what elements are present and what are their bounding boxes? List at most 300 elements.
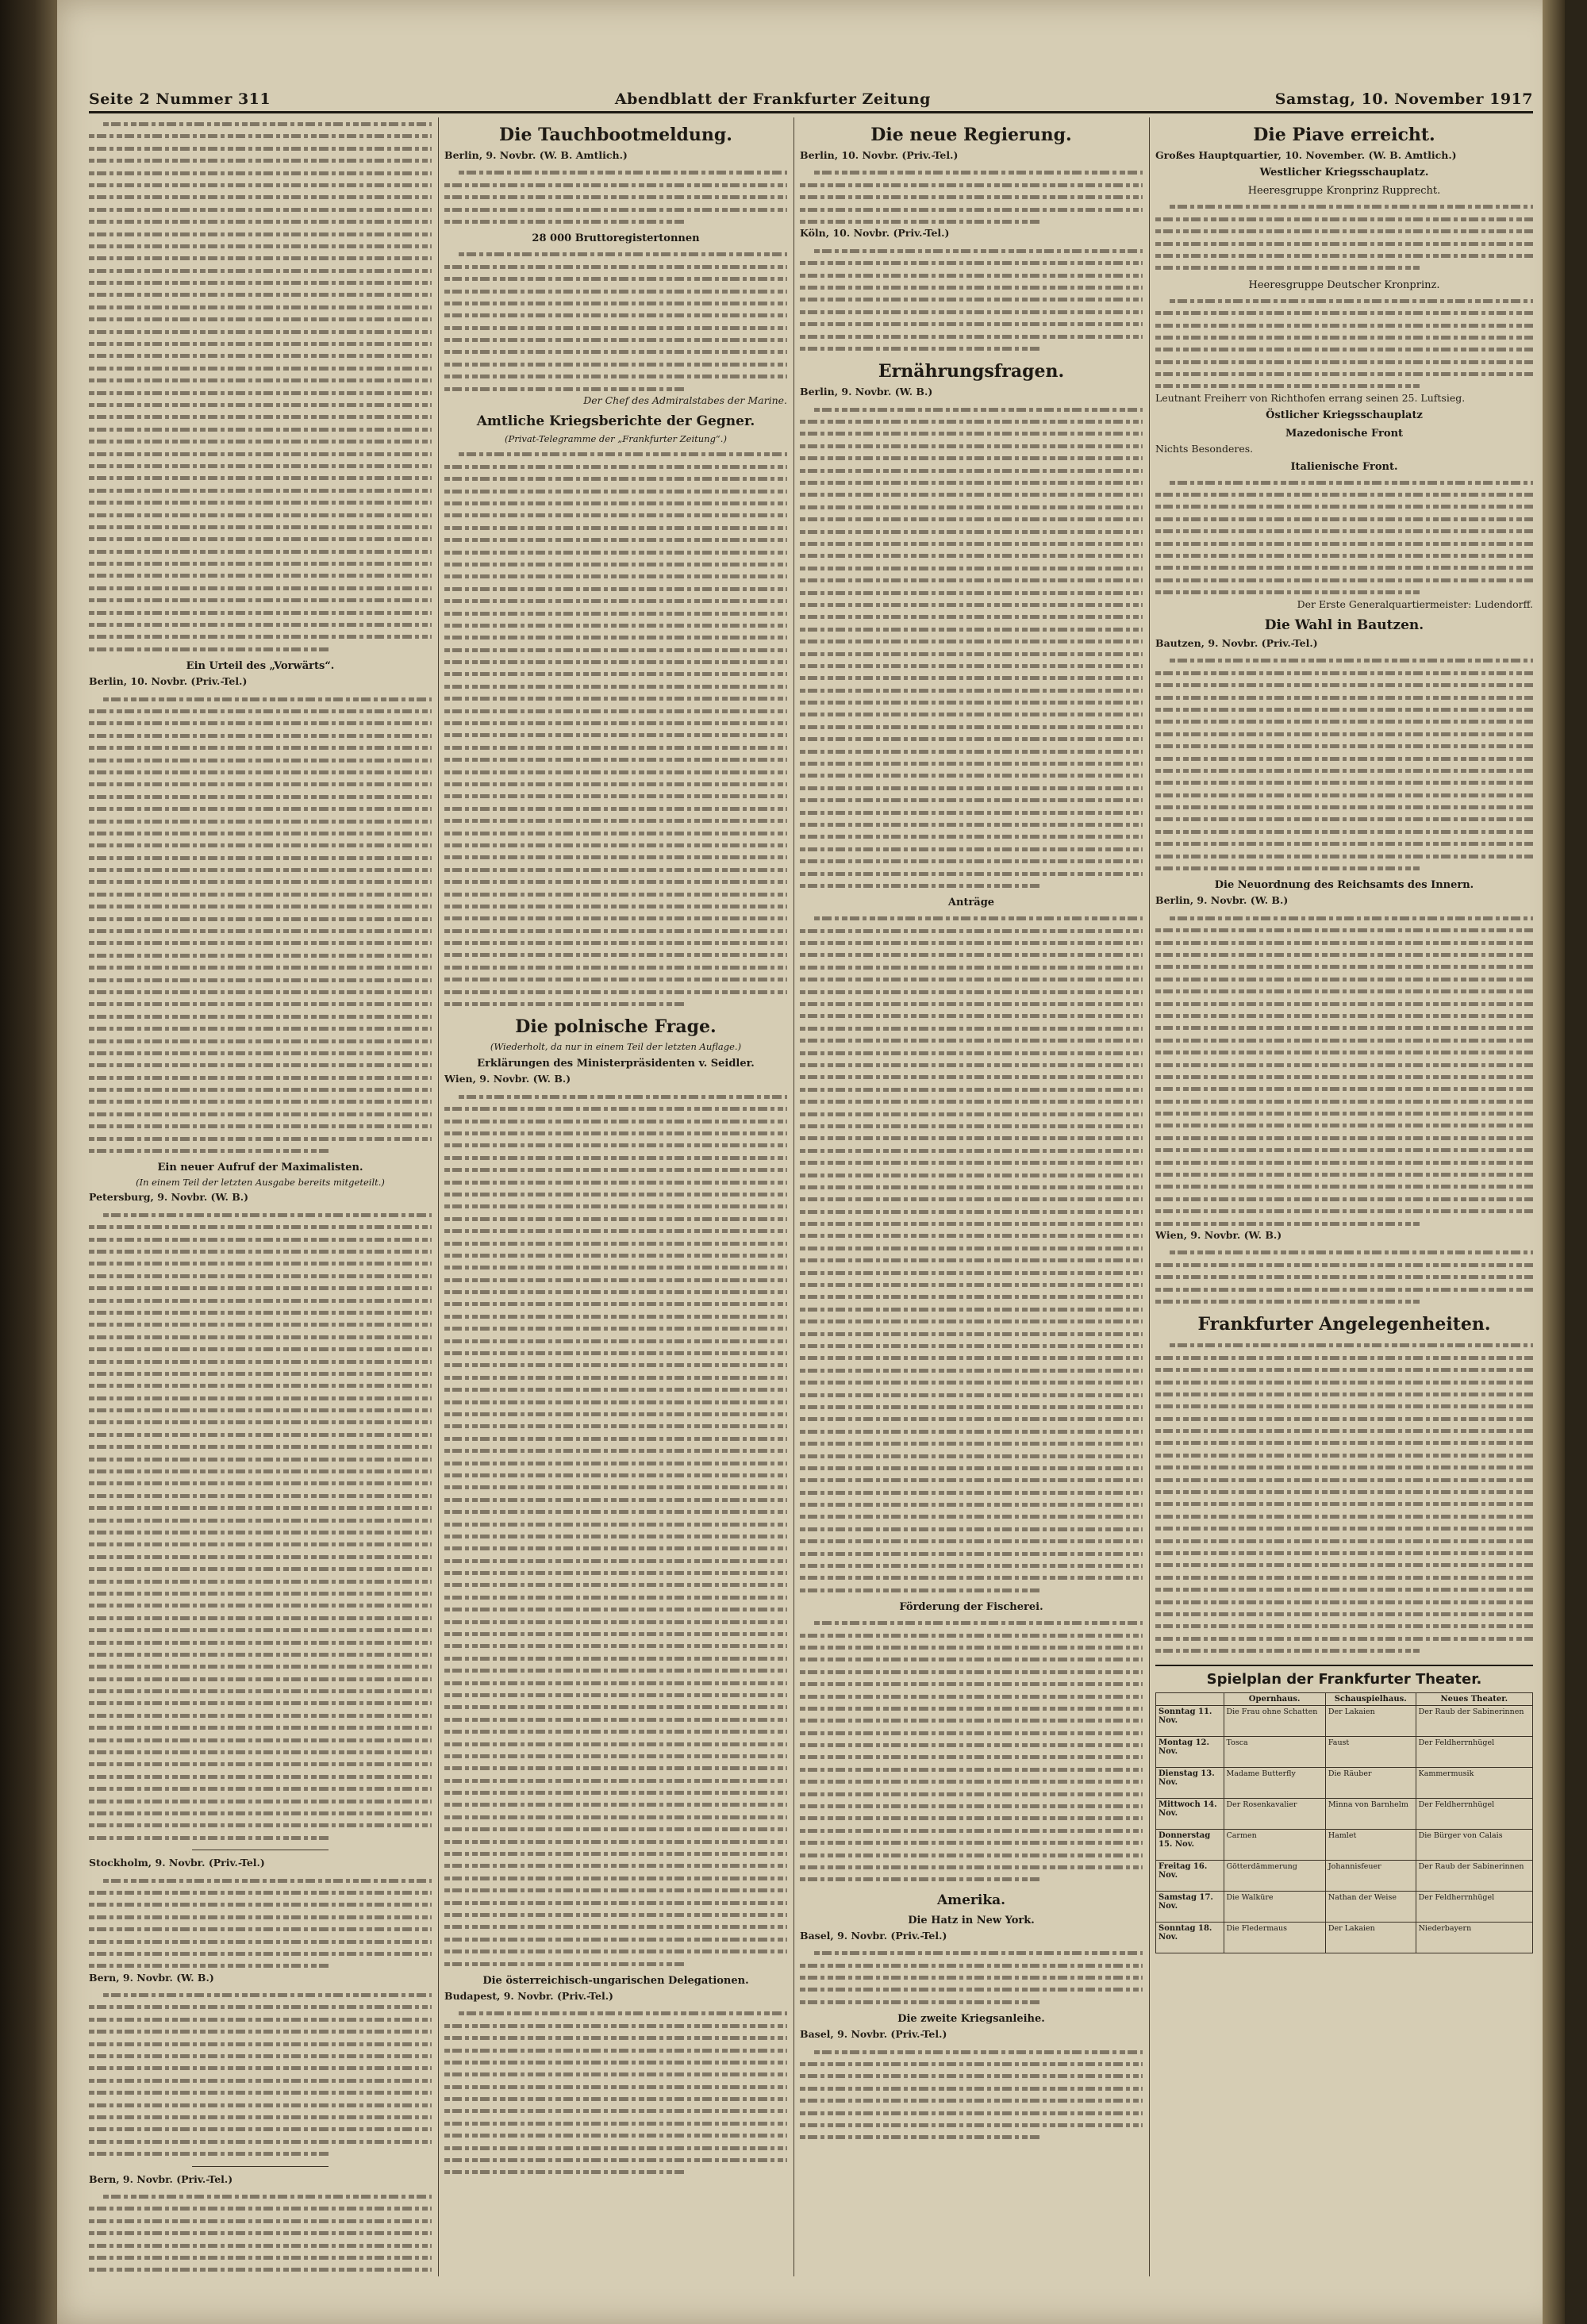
text-line [444, 692, 787, 704]
text-line [89, 2215, 432, 2226]
text-line [89, 974, 432, 985]
article-text [800, 166, 1143, 227]
text-line [444, 260, 787, 272]
text-line [800, 757, 1143, 769]
text-line [800, 415, 1143, 427]
text-line [89, 936, 432, 948]
text-line [1155, 524, 1533, 536]
subheadline: (Privat-Telegramme der „Frankfurter Zeitung“.) [505, 433, 727, 445]
text-line [800, 1169, 1143, 1181]
text-line [1155, 654, 1533, 666]
text-line [1155, 1193, 1533, 1204]
text-line [800, 1738, 1143, 1750]
text-line [800, 281, 1143, 293]
text-line [89, 1514, 432, 1526]
subheadline: Die Hatz in New York. [908, 1914, 1035, 1926]
text-line [1155, 200, 1533, 212]
text-line [800, 293, 1143, 305]
text-line [1155, 776, 1533, 788]
text-line [89, 1770, 432, 1782]
text-line [1155, 678, 1533, 690]
subheadline: Italienische Front. [1290, 460, 1398, 473]
text-line [800, 2082, 1143, 2094]
text-line [444, 1908, 787, 1920]
text-line [800, 488, 1143, 500]
text-line [444, 2068, 787, 2080]
text-line [444, 1163, 787, 1175]
text-line [89, 276, 432, 288]
text-line [800, 924, 1143, 936]
text-line [800, 1714, 1143, 1726]
text-line [89, 545, 432, 557]
text-line [89, 643, 432, 655]
text-line [800, 2094, 1143, 2106]
table-cell: Niederbayern [1416, 1922, 1532, 1953]
text-line [89, 2226, 432, 2238]
table-row [1156, 1705, 1533, 1736]
text-line [1155, 1295, 1533, 1307]
table-cell: Die Bürger von Calais [1416, 1829, 1532, 1860]
text-line [1155, 801, 1533, 812]
text-line [444, 1151, 787, 1163]
text-line [444, 1310, 787, 1322]
text-line [444, 1432, 787, 1444]
text-line [1155, 752, 1533, 764]
text-line [800, 2057, 1143, 2069]
text-line [800, 782, 1143, 793]
text-line [800, 1266, 1143, 1278]
text-line [800, 330, 1143, 342]
text-line [1155, 319, 1533, 331]
tonnage-line: 28 000 Bruttoregistertonnen [532, 232, 700, 245]
text-line [444, 1578, 787, 1590]
text-line [444, 333, 787, 345]
text-line [444, 521, 787, 533]
newspaper-page [57, 0, 1565, 2324]
text-line [444, 215, 787, 227]
article-text [800, 912, 1143, 1596]
text-line [1155, 249, 1533, 261]
text-line [89, 1477, 432, 1489]
text-line [444, 1346, 787, 1358]
table-cell: Der Feldherrnhügel [1416, 1891, 1532, 1922]
text-line [89, 349, 432, 361]
text-line [89, 129, 432, 141]
text-line [89, 1501, 432, 1513]
text-line [800, 1070, 1143, 1082]
text-line [1155, 1473, 1533, 1485]
text-line [1155, 1046, 1533, 1058]
book-binding [0, 0, 57, 2324]
page-number: Seite 2 Nummer 311 [89, 90, 271, 108]
text-line [800, 1629, 1143, 1641]
text-line [444, 643, 787, 655]
text-line [444, 607, 787, 619]
table-header-cell [1156, 1692, 1224, 1705]
text-line [1155, 586, 1533, 597]
text-line [1155, 1632, 1533, 1644]
text-line [444, 1530, 787, 1542]
text-line [444, 1798, 787, 1810]
text-line [444, 2117, 787, 2129]
text-line [444, 1139, 787, 1150]
text-line [1155, 1363, 1533, 1375]
text-line [800, 1946, 1143, 1958]
text-line [89, 459, 432, 471]
text-line [800, 1763, 1143, 1775]
text-line [444, 863, 787, 875]
text-line [444, 272, 787, 284]
text-line [89, 410, 432, 422]
text-line [89, 1874, 432, 1886]
text-line [1155, 1156, 1533, 1168]
text-line [444, 973, 787, 985]
text-line [89, 1428, 432, 1440]
text-line [444, 1603, 787, 1615]
text-line [800, 1095, 1143, 1107]
headline: Amerika. [936, 1892, 1006, 1908]
text-line [444, 1115, 787, 1127]
table-row [1156, 1767, 1533, 1798]
text-line [444, 741, 787, 753]
table-row [1156, 1922, 1533, 1953]
text-line [89, 985, 432, 997]
text-line [89, 154, 432, 166]
theatre-title: Spielplan der Frankfurter Theater. [1206, 1670, 1482, 1688]
text-line [89, 1831, 432, 1843]
table-cell: Götterdämmerung [1224, 1860, 1325, 1891]
text-line [444, 753, 787, 765]
text-line [800, 1473, 1143, 1485]
text-line [89, 215, 432, 227]
text-line [444, 1677, 787, 1688]
text-line [800, 1800, 1143, 1811]
text-line [89, 1898, 432, 1910]
text-line [89, 1047, 432, 1058]
table-cell: Minna von Barnhelm [1325, 1798, 1416, 1829]
text-line [800, 671, 1143, 683]
text-line [1155, 1258, 1533, 1270]
text-line [444, 1774, 787, 1786]
text-line [444, 2129, 787, 2141]
article-text [1155, 912, 1533, 1229]
text-line [89, 802, 432, 814]
table-header-cell: Schauspielhaus. [1325, 1692, 1416, 1705]
text-line [1155, 1180, 1533, 1192]
text-line [89, 2013, 432, 2025]
text-line [89, 778, 432, 789]
text-line [89, 1010, 432, 1022]
text-line [89, 2239, 432, 2251]
text-line [800, 793, 1143, 805]
table-cell: Madame Butterfly [1224, 1767, 1325, 1798]
text-line [89, 1416, 432, 1427]
text-line [89, 1022, 432, 1034]
text-line [89, 1911, 432, 1923]
text-line [444, 472, 787, 484]
text-line [89, 1245, 432, 1257]
text-line [89, 729, 432, 741]
text-line [89, 1734, 432, 1746]
article-text [444, 166, 787, 227]
text-line [89, 1220, 432, 1232]
text-line [89, 888, 432, 900]
column-2 [444, 117, 787, 2276]
text-line [444, 1444, 787, 1456]
text-line [800, 997, 1143, 1009]
text-line [444, 1786, 787, 1798]
article-text [800, 2046, 1143, 2143]
text-line [89, 1058, 432, 1070]
text-line [444, 2080, 787, 2092]
dateline: Bautzen, 9. Novbr. (Priv.-Tel.) [1155, 637, 1318, 649]
headline: Die österreichisch-ungarischen Delegationen. [482, 1974, 749, 1987]
text-line [1155, 691, 1533, 703]
text-line [89, 1132, 432, 1144]
text-line [89, 1071, 432, 1083]
text-line [89, 1947, 432, 1959]
text-line [89, 1886, 432, 1898]
text-line [800, 269, 1143, 281]
text-line [89, 2061, 432, 2073]
text-line [1155, 1376, 1533, 1388]
text-line [1155, 225, 1533, 236]
text-line [89, 1696, 432, 1708]
headline: Die Wahl in Bautzen. [1264, 617, 1424, 633]
text-line [444, 948, 787, 960]
table-cell: Carmen [1224, 1829, 1325, 1860]
text-line [800, 501, 1143, 513]
text-line [800, 1144, 1143, 1156]
text-line [800, 190, 1143, 202]
subheadline: Östlicher Kriegsschauplatz [1266, 409, 1423, 422]
text-line [444, 888, 787, 900]
text-line [800, 525, 1143, 537]
text-line [444, 1396, 787, 1408]
text-line [444, 1896, 787, 1908]
text-line [444, 1224, 787, 1236]
text-line [1155, 666, 1533, 678]
text-line [89, 1709, 432, 1721]
text-line [89, 228, 432, 240]
text-line [1155, 912, 1533, 924]
text-line [444, 1554, 787, 1566]
text-line [89, 606, 432, 618]
columns [89, 117, 1533, 2276]
text-line [800, 936, 1143, 948]
text-line [1155, 1168, 1533, 1180]
headline: Die Neuordnung des Reichsamts des Innern. [1214, 879, 1474, 892]
article-text [89, 1874, 432, 1972]
text-line [1155, 1204, 1533, 1216]
text-line [1155, 1270, 1533, 1282]
theatre-table [1155, 1692, 1533, 1953]
signature: Der Chef des Admiralstabes der Marine. [583, 394, 787, 407]
text-line [800, 1364, 1143, 1376]
subheadline: Erklärungen des Ministerpräsidenten v. Seidler. [477, 1058, 755, 1070]
text-line [444, 509, 787, 520]
text-line [1155, 739, 1533, 751]
text-line [444, 203, 787, 215]
text-line [800, 1727, 1143, 1738]
dateline: Berlin, 9. Novbr. (W. B. Amtlich.) [444, 149, 628, 161]
text-line [800, 1677, 1143, 1689]
text-line [1155, 1485, 1533, 1497]
text-line [800, 708, 1143, 720]
text-line [800, 1861, 1143, 1873]
signature: Der Erste Generalquartiermeister: Ludendorff. [1297, 597, 1533, 610]
text-line [89, 863, 432, 875]
text-line [800, 1181, 1143, 1193]
dateline: Stockholm, 9. Novbr. (Priv.-Tel.) [89, 1857, 265, 1869]
text-line [800, 1205, 1143, 1217]
text-line [444, 997, 787, 1009]
text-line [1155, 764, 1533, 776]
text-line [1155, 862, 1533, 874]
text-line [1155, 1424, 1533, 1436]
text-line [444, 1750, 787, 1761]
column-divider [1149, 117, 1150, 2276]
table-cell: Der Lakaien [1325, 1922, 1416, 1953]
text-line [89, 839, 432, 851]
text-line [800, 203, 1143, 215]
text-line [800, 1535, 1143, 1546]
text-line [444, 1823, 787, 1834]
text-line [800, 635, 1143, 647]
text-line [89, 471, 432, 483]
text-line [444, 570, 787, 582]
page-edge [1543, 0, 1565, 2324]
text-line [800, 1131, 1143, 1143]
text-line [444, 485, 787, 497]
text-line [89, 1988, 432, 2000]
text-line [444, 1738, 787, 1750]
text-line [800, 166, 1143, 178]
text-line [800, 440, 1143, 451]
text-line [1155, 1596, 1533, 1608]
text-line [1155, 1082, 1533, 1094]
text-line [800, 513, 1143, 524]
text-line [89, 362, 432, 374]
text-line [89, 618, 432, 630]
text-line [1155, 476, 1533, 488]
text-line [1155, 1558, 1533, 1570]
text-line [1155, 513, 1533, 524]
masthead-rule [89, 111, 1533, 113]
headline: Die neue Regierung. [870, 125, 1072, 145]
table-header-cell: Neues Theater. [1416, 1692, 1532, 1705]
text-line [800, 1083, 1143, 1095]
text-line [89, 2251, 432, 2263]
text-line [800, 1389, 1143, 1400]
text-line [1155, 574, 1533, 586]
text-line [89, 520, 432, 532]
text-line [800, 1836, 1143, 1848]
text-line [1155, 306, 1533, 318]
text-line [444, 1297, 787, 1309]
text-line [444, 2104, 787, 2116]
text-line [800, 745, 1143, 757]
text-line [800, 1462, 1143, 1473]
table-row [1156, 1736, 1533, 1767]
text-line [1155, 715, 1533, 727]
text-line [444, 1615, 787, 1627]
text-line [89, 240, 432, 252]
text-line [444, 594, 787, 606]
text-line [800, 562, 1143, 574]
text-line [444, 1859, 787, 1871]
text-line [444, 358, 787, 370]
text-line [89, 582, 432, 593]
dateline: Berlin, 9. Novbr. (W. B.) [1155, 894, 1289, 907]
dateline: Bern, 9. Novbr. (Priv.-Tel.) [89, 2172, 233, 2185]
text-line [89, 1453, 432, 1465]
text-line [89, 705, 432, 716]
text-line [444, 1408, 787, 1419]
text-line [89, 851, 432, 863]
article-text [1155, 1246, 1533, 1307]
column-divider [438, 117, 439, 2276]
text-line [89, 1550, 432, 1562]
text-line [89, 1367, 432, 1379]
article-text [89, 2190, 432, 2276]
text-line [800, 1290, 1143, 1302]
text-line [1155, 261, 1533, 273]
text-line [1155, 1546, 1533, 1558]
text-line [444, 1090, 787, 1102]
table-cell: Der Raub der Sabinerinnen [1416, 1705, 1532, 1736]
text-line [444, 961, 787, 973]
text-line [89, 754, 432, 766]
text-line [444, 1713, 787, 1725]
text-line [800, 1547, 1143, 1559]
text-line [800, 732, 1143, 744]
text-line [1155, 1070, 1533, 1082]
text-line [800, 720, 1143, 732]
text-line [89, 448, 432, 459]
text-line [800, 1339, 1143, 1351]
text-line [444, 802, 787, 814]
table-cell: Faust [1325, 1736, 1416, 1767]
text-line [89, 1746, 432, 1757]
text-line [444, 1652, 787, 1664]
table-cell: Donnerstag 15. Nov. [1156, 1829, 1224, 1860]
text-line [444, 1811, 787, 1823]
text-line [1155, 997, 1533, 1009]
text-line [800, 256, 1143, 268]
text-line [800, 985, 1143, 997]
dateline: Berlin, 10. Novbr. (Priv.-Tel.) [89, 675, 248, 688]
text-line [444, 448, 787, 459]
text-line [800, 1254, 1143, 1266]
text-line [444, 321, 787, 333]
text-line [89, 1673, 432, 1684]
text-line [444, 1945, 787, 1957]
text-line [444, 631, 787, 643]
table-cell: Der Lakaien [1325, 1705, 1416, 1736]
text-line [89, 2099, 432, 2111]
text-line [89, 1120, 432, 1131]
text-line [800, 476, 1143, 488]
text-line [800, 1702, 1143, 1714]
dateline: Basel, 9. Novbr. (Priv.-Tel.) [800, 1929, 947, 1942]
dateline: Basel, 9. Novbr. (Priv.-Tel.) [800, 2028, 947, 2041]
text-line [1155, 1143, 1533, 1155]
table-cell: Die Walküre [1224, 1891, 1325, 1922]
text-line [444, 851, 787, 862]
article-text [89, 693, 432, 1157]
text-line [89, 532, 432, 544]
